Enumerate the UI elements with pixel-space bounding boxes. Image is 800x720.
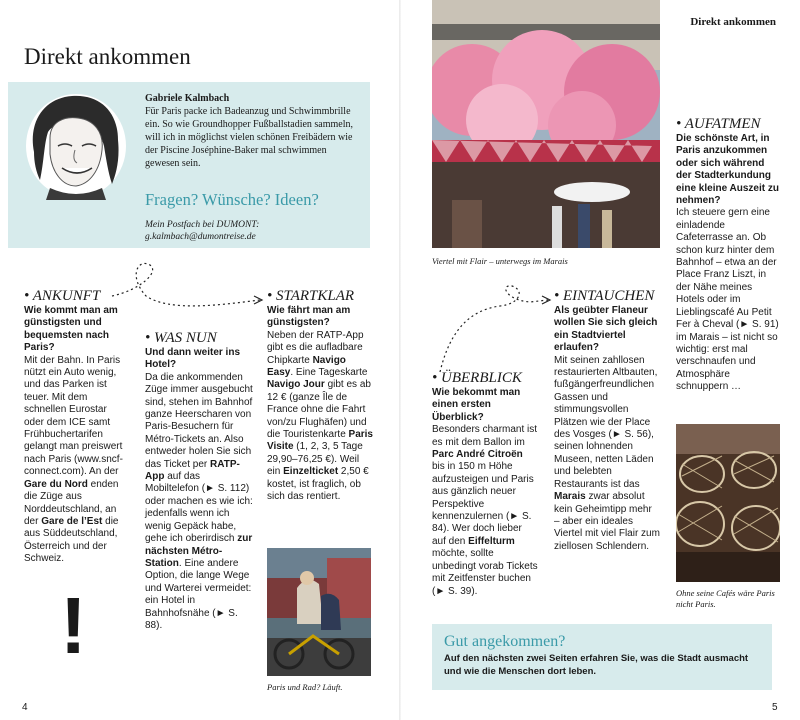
ankunft-body: Mit der Bahn. In Paris nützt ein Auto wenig, und das Parken ist teuer. Mit dem schnellen Eurostar oder dem ICE samt Frühbuchertarifen gelangt man preiswert nach Paris (www.sncf-connect.com). An der Gare du Nord enden die Züge aus Norddeutschland, an der Gare de l’Est die aus Süddeutschland, Österreich und der Schweiz. (24, 354, 123, 565)
page-number-right: 5 (772, 702, 778, 713)
ueberblick-heading: • ÜBERBLICK (432, 370, 522, 386)
page-title: Direkt ankommen (24, 44, 191, 69)
aufatmen-question: Die schönste Art, in Paris anzukommen oder sich während der Stadterkundung eine kleine Auszeit zu nehmen? (676, 133, 779, 207)
ankunft-heading: • ANKUNFT (24, 288, 101, 304)
photo-cafe-chairs (676, 424, 780, 582)
ankunft-question: Wie kommt man am günstigsten und bequemsten nach Paris? (24, 305, 118, 354)
eintauchen-question: Als geübter Flaneur wollen Sie sich gleich ein Stadtviertel erlaufen? (554, 305, 658, 354)
startklar-heading: • STARTKLAR (267, 288, 355, 304)
section-ueberblick (432, 370, 538, 598)
ueberblick-body: Besonders charmant ist es mit dem Ballon im Parc André Citroën bis in 150 m Höhe aufzusteigen und Paris aus gänzlich neuer Perspektive kennenzulernen (► S. 84). Wer doch lieber auf den Eiffelturm möchte, sollte unbedingt vorab Tickets mit Zeitfenster buchen (► S. 39). (432, 424, 538, 597)
page-fold (399, 0, 401, 720)
section-startklar (267, 288, 373, 504)
author-portrait (20, 88, 132, 200)
page-number-left: 4 (22, 702, 28, 713)
startklar-body: Neben der RATP-App gibt es die aufladbare Chipkarte Navigo Easy. Eine Tageskarte Navigo Jour gibt es ab 12 € (ganze Île de France ohne die Fahrt von/zu Flughäfen) und die Touristenkarte Paris Visite (1, 2, 3, 5 Tage 29,90–76,25 €). Weil ein Einzelticket 2,50 € kostet, ist fraglich, ob sich das rentiert. (267, 329, 373, 503)
author-email[interactable]: g.kalmbach@dumontreise.de (145, 232, 256, 242)
ueberblick-question: Wie bekommt man einen ersten Überblick? (432, 387, 521, 423)
author-contact (145, 219, 259, 243)
outro-heading: Gut angekommen? (444, 633, 566, 650)
section-eintauchen (554, 288, 660, 553)
caption-bike: Paris und Rad? Läuft. (267, 682, 343, 692)
was-nun-question: Und dann weiter ins Hotel? (145, 347, 241, 371)
outro-text: Auf den nächsten zwei Seiten erfahren Sie, was die Stadt ausmacht und wie die Menschen dort leben. (444, 653, 749, 677)
eintauchen-heading: • EINTAUCHEN (554, 288, 655, 304)
caption-marais: Viertel mit Flair – unterwegs im Marais (432, 256, 568, 266)
author-bio (145, 92, 360, 170)
questions-heading: Fragen? Wünsche? Ideen? (145, 190, 319, 209)
was-nun-heading: • WAS NUN (145, 330, 217, 346)
photo-marais-cafe (432, 0, 660, 248)
running-head: Direkt ankommen (690, 16, 776, 28)
aufatmen-heading: • AUFATMEN (676, 116, 761, 132)
section-was-nun (145, 330, 253, 632)
exclamation-mark: ! (60, 581, 87, 670)
aufatmen-body: Ich steuere gern eine einladende Cafeterrasse an. Ob schon kurz hinter dem Bahnhof – etwa an der Place Franz Liszt, in der Nähe meines Hotels oder im Lieblingscafé Au Petit Fer à Cheval (► S. 91) im Marais – ist nicht so wichtig: erst mal verschnaufen und Atmosphäre schnuppern … (676, 207, 779, 393)
mailbox-label: Mein Postfach bei DUMONT: (145, 220, 260, 230)
eintauchen-body: Mit seinen zahllosen restaurierten Altbauten, fußgängerfreundlichen Gassen und stimmungsvollen Plätzen wie der Place des Vosges (► S. 56), seinen lohnenden Museen, netten Läden und belebten Restaurants ist das Marais zwar absolut kein Geheimtipp mehr – aber ein ideales Viertel mit viel Flair zum ziellosen Schlendern. (554, 354, 660, 552)
caption-cafe: Ohne seine Cafés wäre Paris nicht Paris. (676, 588, 775, 609)
photo-paris-bike (267, 548, 371, 676)
author-bio-text: Für Paris packe ich Badeanzug und Schwimmbrille ein. So wie Groundhopper Fußballstadien sammeln, will ich in möglichst vielen schönen Freibädern wie der Piscine Joséphine-Baker mal schwimmen gewesen sein. (145, 106, 354, 169)
startklar-question: Wie fährt man am günstigsten? (267, 305, 351, 329)
author-name: Gabriele Kalmbach (145, 93, 230, 104)
section-aufatmen (676, 116, 780, 394)
was-nun-body: Da die ankommenden Züge immer ausgebucht sind, stehen im Bahnhof ganze Heerscharen von Paris-Besuchern für Métro-Tickets an. Also entweder holen Sie sich das Ticket per RATP-App auf das Mobiltelefon (► S. 112) oder machen es wie ich: jedenfalls wenn ich wenig Gepäck habe, gehe ich oberirdisch zur nächsten Métro-Station. Eine andere Option, die lange Wege und Warterei vermeidet: ein Hotel in Bahnhofsnähe (► S. 88). (145, 371, 253, 631)
section-ankunft (24, 288, 128, 566)
